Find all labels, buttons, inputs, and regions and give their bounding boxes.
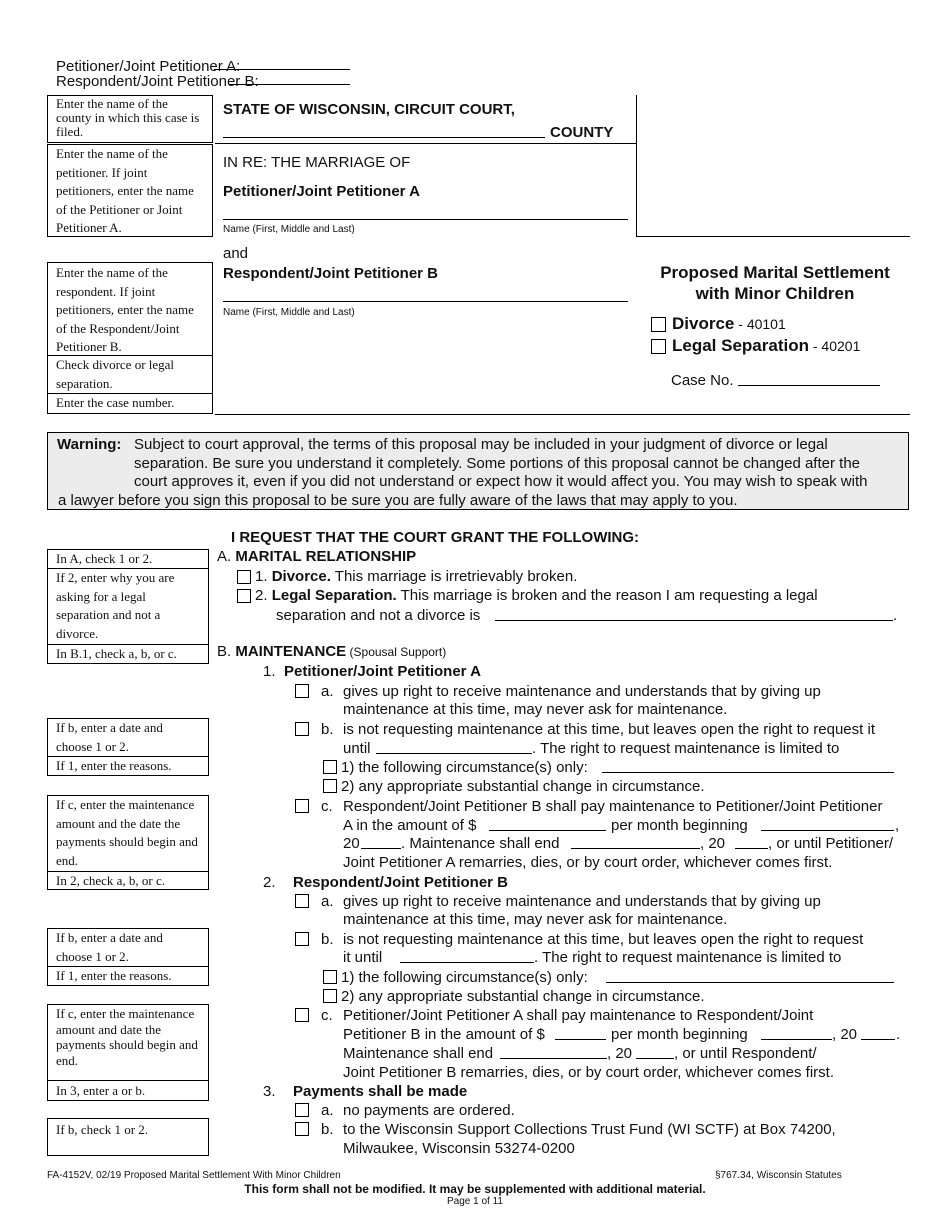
- b1-title: Petitioner/Joint Petitioner A: [284, 663, 481, 680]
- a1-bold: Divorce.: [271, 568, 331, 585]
- instruction-petitioner: [47, 144, 213, 237]
- respondent-b-header-field[interactable]: [229, 84, 350, 85]
- b1c-checkbox[interactable]: [295, 799, 309, 813]
- a1-divorce-text: [255, 567, 577, 586]
- legal-separation-option: [672, 336, 860, 356]
- instruction-group-b1c: [47, 795, 209, 890]
- b2c-end-year-label: , 20: [607, 1045, 633, 1062]
- caption-bottom-rule: [215, 414, 910, 415]
- b2a-letter: a.: [321, 893, 334, 910]
- warning-label: Warning:: [57, 436, 122, 453]
- footer-statute: §767.34, Wisconsin Statutes: [715, 1170, 842, 1181]
- instruction-b2-date: [48, 929, 208, 967]
- b1c-year-prefix: 20: [343, 835, 360, 852]
- b2b-option-1: 1) the following circumstance(s) only:: [341, 969, 588, 986]
- warning-line-1: Subject to court approval, the terms of this proposal may be included in your judgment of divorce or legal: [134, 436, 828, 453]
- instruction-b2-check-text: In 2, check a, b, or c.: [56, 873, 166, 888]
- instruction-b2-date-text: If b, enter a date and choose 1 or 2.: [56, 930, 163, 964]
- instruction-b3-check: [48, 1081, 208, 1100]
- instruction-a-reason-text: If 2, enter why you are asking for a legal separation and not a divorce.: [56, 570, 175, 641]
- section-b-prefix: B.: [217, 643, 236, 660]
- b1b-letter: b.: [321, 721, 334, 738]
- a2-separation-text: [255, 586, 818, 605]
- b2c-end-field[interactable]: [500, 1058, 607, 1059]
- instruction-case-number-text: Enter the case number.: [56, 395, 175, 410]
- caption-divider-right: [636, 236, 910, 237]
- instruction-group-b2b: [47, 928, 209, 986]
- b1a-letter: a.: [321, 683, 334, 700]
- form-title: [640, 262, 910, 304]
- b2b-line-2: . The right to request maintenance is limited to: [534, 949, 842, 966]
- b1b-circumstances-field[interactable]: [602, 772, 894, 773]
- instruction-b2-check: [48, 872, 208, 889]
- footer-notice: This form shall not be modified. It may be supplemented with additional material.: [244, 1182, 706, 1196]
- b2c-line-1: Petitioner/Joint Petitioner A shall pay maintenance to Respondent/Joint: [343, 1007, 814, 1024]
- legal-separation-checkbox[interactable]: [651, 339, 666, 354]
- case-no-field[interactable]: [738, 385, 880, 386]
- instruction-check-divorce-text: Check divorce or legal separation.: [56, 357, 175, 391]
- b1b-option-2-checkbox[interactable]: [323, 779, 337, 793]
- b2b-option-1-checkbox[interactable]: [323, 970, 337, 984]
- b1c-until-label: , or until Petitioner/: [768, 835, 894, 852]
- b2b-option-2: 2) any appropriate substantial change in circumstance.: [341, 988, 705, 1005]
- instruction-respondent: [48, 263, 212, 356]
- petitioner-a-header-field[interactable]: [214, 69, 350, 70]
- divorce-code: - 40101: [734, 316, 786, 332]
- b2c-checkbox[interactable]: [295, 1008, 309, 1022]
- a1-text: This marriage is irretrievably broken.: [330, 568, 578, 585]
- b1b-option-1: 1) the following circumstance(s) only:: [341, 759, 588, 776]
- instruction-a-reason: [48, 569, 208, 645]
- b3b-letter: b.: [321, 1121, 334, 1138]
- instruction-a-check-text: In A, check 1 or 2.: [56, 551, 153, 566]
- section-b-heading: [217, 642, 446, 662]
- b3a-checkbox[interactable]: [295, 1103, 309, 1117]
- b1a-line-2: maintenance at this time, may never ask for maintenance.: [343, 701, 728, 718]
- b2c-amount-field[interactable]: [555, 1039, 606, 1040]
- instruction-check-divorce: [48, 356, 212, 394]
- a2-bold: Legal Separation.: [271, 587, 397, 604]
- warning-line-3: court approves it, even if you did not understand or expect how it would affect you. You may wish to speak with: [134, 473, 868, 491]
- instruction-b1-date: [48, 719, 208, 757]
- b2b-line-1: is not requesting maintenance at this time, but leaves open the right to request: [343, 931, 864, 948]
- b2b-checkbox[interactable]: [295, 932, 309, 946]
- warning-box: [47, 432, 909, 510]
- a2-text: This marriage is broken and the reason I am requesting a legal: [396, 587, 818, 604]
- b1c-end-field[interactable]: [571, 848, 700, 849]
- a2-text-line-2: separation and not a divorce is: [276, 607, 481, 624]
- b2c-end-year-field[interactable]: [636, 1058, 674, 1059]
- b1b-option-2: 2) any appropriate substantial change in circumstance.: [341, 778, 705, 795]
- section-a-prefix: A.: [217, 548, 236, 565]
- b1a-line-1: gives up right to receive maintenance and understands that by giving up: [343, 683, 821, 700]
- petitioner-name-field[interactable]: [223, 219, 628, 220]
- instruction-group-b1b: [47, 718, 209, 776]
- instruction-a-check: [48, 550, 208, 569]
- b2a-line-2: maintenance at this time, may never ask for maintenance.: [343, 911, 728, 928]
- instruction-petitioner-text: Enter the name of the petitioner. If joint petitioners, enter the name of the Petitioner or Joint Petitioner A.: [56, 146, 194, 235]
- section-b-title: MAINTENANCE: [235, 643, 347, 660]
- b2b-option-2-checkbox[interactable]: [323, 989, 337, 1003]
- instruction-b1-check-text: In B.1, check a, b, or c.: [56, 646, 177, 661]
- b2a-line-1: gives up right to receive maintenance and understands that by giving up: [343, 893, 821, 910]
- request-heading: I REQUEST THAT THE COURT GRANT THE FOLLOWING:: [231, 529, 640, 546]
- caption-divider-vertical: [636, 95, 637, 236]
- instruction-b1-amount-text: If c, enter the maintenance amount and the date the payments should begin and end.: [56, 797, 198, 868]
- instruction-county: [47, 95, 213, 143]
- b1c-amount-label: A in the amount of $: [343, 817, 477, 834]
- b2c-amount-label: Petitioner B in the amount of $: [343, 1026, 545, 1043]
- instruction-b2-amount: [48, 1005, 208, 1081]
- b3b-line-1: to the Wisconsin Support Collections Trust Fund (WI SCTF) at Box 74200,: [343, 1121, 836, 1138]
- instruction-b2-reasons-text: If 1, enter the reasons.: [56, 968, 172, 983]
- b1c-beginning-year-field[interactable]: [361, 848, 401, 849]
- instruction-b2-amount-text: If c, enter the maintenance amount and date the payments should begin and end.: [56, 1006, 198, 1068]
- b1c-beginning-field[interactable]: [761, 830, 894, 831]
- instruction-b1-reasons-text: If 1, enter the reasons.: [56, 758, 172, 773]
- instruction-b2-reasons: [48, 967, 208, 985]
- b1c-letter: c.: [321, 798, 333, 815]
- b2c-beginning-year-label: , 20: [832, 1026, 858, 1043]
- b2c-beginning-year-field[interactable]: [861, 1039, 895, 1040]
- b2c-until-label: , or until Respondent/: [674, 1045, 817, 1062]
- instruction-b1-amount: [48, 796, 208, 872]
- county-label: COUNTY: [550, 124, 614, 141]
- b2-number: 2.: [263, 874, 276, 891]
- divorce-option: [672, 314, 786, 334]
- b2c-letter: c.: [321, 1007, 333, 1024]
- b1c-end-year-field[interactable]: [735, 848, 768, 849]
- b3a-text: no payments are ordered.: [343, 1102, 515, 1119]
- b2c-beginning-period: .: [896, 1026, 901, 1043]
- respondent-name-field[interactable]: [223, 301, 628, 302]
- divorce-checkbox[interactable]: [651, 317, 666, 332]
- instruction-b1-check: [48, 645, 208, 663]
- caption-divider-horizontal: [215, 143, 637, 144]
- b1-number: 1.: [263, 663, 276, 680]
- b1b-until: until: [343, 740, 371, 757]
- instruction-b3-check-text: In 3, enter a or b.: [56, 1083, 146, 1098]
- b1b-checkbox[interactable]: [295, 722, 309, 736]
- b3a-letter: a.: [321, 1102, 334, 1119]
- b1c-line-4: Joint Petitioner A remarries, dies, or by court order, whichever comes first.: [343, 854, 833, 871]
- warning-line-4: a lawyer before you sign this proposal to be sure you are fully aware of the laws that may apply to you.: [58, 491, 738, 509]
- county-field[interactable]: [223, 137, 545, 138]
- b2b-letter: b.: [321, 931, 334, 948]
- b1c-amount-field[interactable]: [489, 830, 606, 831]
- instruction-case-number: [48, 394, 212, 413]
- b2-title: Respondent/Joint Petitioner B: [293, 874, 509, 891]
- b1c-end-label: . Maintenance shall end: [401, 835, 560, 852]
- section-a-title: MARITAL RELATIONSHIP: [235, 548, 417, 565]
- b1b-line-2: . The right to request maintenance is limited to: [532, 740, 840, 757]
- footer-page: Page 1 of 11: [447, 1196, 503, 1207]
- legal-separation-code: - 40201: [808, 338, 861, 354]
- b1b-line-1: is not requesting maintenance at this time, but leaves open the right to request it: [343, 721, 875, 738]
- instruction-county-text: Enter the name of the county in which this case is filed.: [56, 96, 200, 139]
- court-title: STATE OF WISCONSIN, CIRCUIT COURT,: [223, 101, 515, 118]
- a2-separation-checkbox[interactable]: [237, 589, 251, 603]
- b3-number: 3.: [263, 1083, 276, 1100]
- instruction-respondent-text: Enter the name of the respondent. If joint petitioners, enter the name of the Respondent/Joint Petitioner B.: [56, 265, 194, 354]
- b3-title: Payments shall be made: [293, 1083, 468, 1100]
- form-title-line1: Proposed Marital Settlement: [660, 263, 890, 282]
- petitioner-heading: Petitioner/Joint Petitioner A: [223, 183, 420, 200]
- legal-separation-label: Legal Separation: [672, 336, 809, 355]
- respondent-heading: Respondent/Joint Petitioner B: [223, 265, 439, 282]
- section-b-subtitle: (Spousal Support): [346, 645, 447, 659]
- instruction-group-b2c: [47, 1004, 209, 1101]
- section-a-heading: [217, 547, 416, 566]
- a2-number: 2.: [255, 587, 268, 604]
- b1b-until-field[interactable]: [376, 753, 532, 754]
- instruction-b1-reasons: [48, 757, 208, 775]
- b1a-checkbox[interactable]: [295, 684, 309, 698]
- b2c-beginning-label: per month beginning: [611, 1026, 748, 1043]
- b1c-beginning-label: per month beginning: [611, 817, 748, 834]
- form-title-line2: with Minor Children: [695, 284, 855, 303]
- in-re-label: IN RE: THE MARRIAGE OF: [223, 154, 411, 171]
- b1c-beginning-comma: ,: [895, 817, 900, 834]
- b2b-until-field[interactable]: [400, 962, 534, 963]
- petitioner-a-header-label: Petitioner/Joint Petitioner A:: [56, 58, 241, 75]
- b1c-line-1: Respondent/Joint Petitioner B shall pay maintenance to Petitioner/Joint Petitioner: [343, 798, 883, 815]
- instruction-group-respondent: [47, 262, 213, 414]
- divorce-label: Divorce: [672, 314, 735, 333]
- b3b-line-2: Milwaukee, Wisconsin 53274-0200: [343, 1140, 575, 1157]
- and-label: and: [223, 245, 249, 262]
- a2-reason-field[interactable]: [495, 620, 893, 621]
- a1-divorce-checkbox[interactable]: [237, 570, 251, 584]
- petitioner-name-hint: Name (First, Middle and Last): [223, 224, 355, 235]
- warning-line-2: separation. Be sure you understand it completely. Some portions of this proposal cannot be changed after the: [134, 454, 860, 472]
- respondent-name-hint: Name (First, Middle and Last): [223, 307, 355, 318]
- b2b-until: it until: [343, 949, 383, 966]
- a2-end-period: .: [893, 607, 898, 624]
- footer-form-id: FA-4152V, 02/19 Proposed Marital Settlement With Minor Children: [47, 1170, 341, 1181]
- b2b-circumstances-field[interactable]: [606, 982, 894, 983]
- case-no-label: Case No.: [671, 372, 734, 389]
- a1-number: 1.: [255, 568, 268, 585]
- b2a-checkbox[interactable]: [295, 894, 309, 908]
- b3b-checkbox[interactable]: [295, 1122, 309, 1136]
- instruction-b3-b-text: If b, check 1 or 2.: [56, 1122, 149, 1137]
- b1c-end-year-label: , 20: [700, 835, 726, 852]
- b1b-option-1-checkbox[interactable]: [323, 760, 337, 774]
- instruction-b1-date-text: If b, enter a date and choose 1 or 2.: [56, 720, 163, 754]
- instruction-b3-b: [47, 1118, 209, 1156]
- instruction-group-a: [47, 549, 209, 664]
- respondent-b-header-label: Respondent/Joint Petitioner B:: [56, 73, 259, 90]
- b2c-beginning-field[interactable]: [761, 1039, 832, 1040]
- b2c-end-label: Maintenance shall end: [343, 1045, 494, 1062]
- b2c-line-4: Joint Petitioner B remarries, dies, or by court order, whichever comes first.: [343, 1064, 835, 1081]
